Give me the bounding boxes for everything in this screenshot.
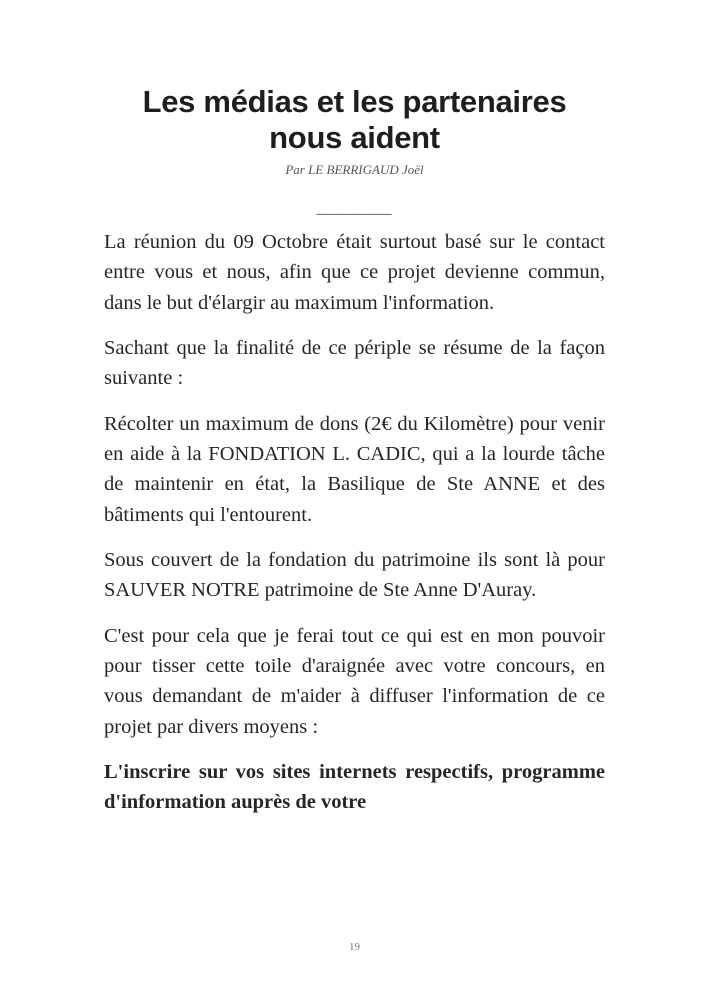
- paragraph-2: Sachant que la finalité de ce périple se résume de la façon suivante :: [104, 337, 605, 390]
- author-byline: Par LE BERRIGAUD Joël: [285, 162, 424, 177]
- paragraph-5: C'est pour cela que je ferai tout ce qui est en mon pouvoir pour tisser cette toile d'araignée avec votre concours, en vous demandant de m'aider à diffuser l'information de ce projet par divers moyens :: [104, 624, 605, 738]
- title-line-2: nous aident: [269, 120, 440, 155]
- title-line-1: Les médias et les partenaires: [142, 84, 567, 119]
- page-title: [0, 84, 709, 156]
- separator-line: __________: [316, 201, 392, 217]
- article-body: [104, 227, 605, 833]
- paragraph-6-bold: L'inscrire sur vos sites internets respectifs, programme d'information auprès de votre: [104, 761, 605, 814]
- page-number: 19: [349, 941, 360, 953]
- paragraph-4: Sous couvert de la fondation du patrimoine ils sont là pour SAUVER NOTRE patrimoine de Ste Anne D'Auray.: [104, 549, 605, 602]
- paragraph-3: Récolter un maximum de dons (2€ du Kilomètre) pour venir en aide à la FONDATION L. CADIC, qui a la lourde tâche de maintenir en état, la Basilique de Ste ANNE et des bâtiments qui l'entourent.: [104, 412, 605, 526]
- paragraph-1: La réunion du 09 Octobre était surtout basé sur le contact entre vous et nous, afin que ce projet devienne commun, dans le but d'élargir au maximum l'information.: [104, 231, 605, 314]
